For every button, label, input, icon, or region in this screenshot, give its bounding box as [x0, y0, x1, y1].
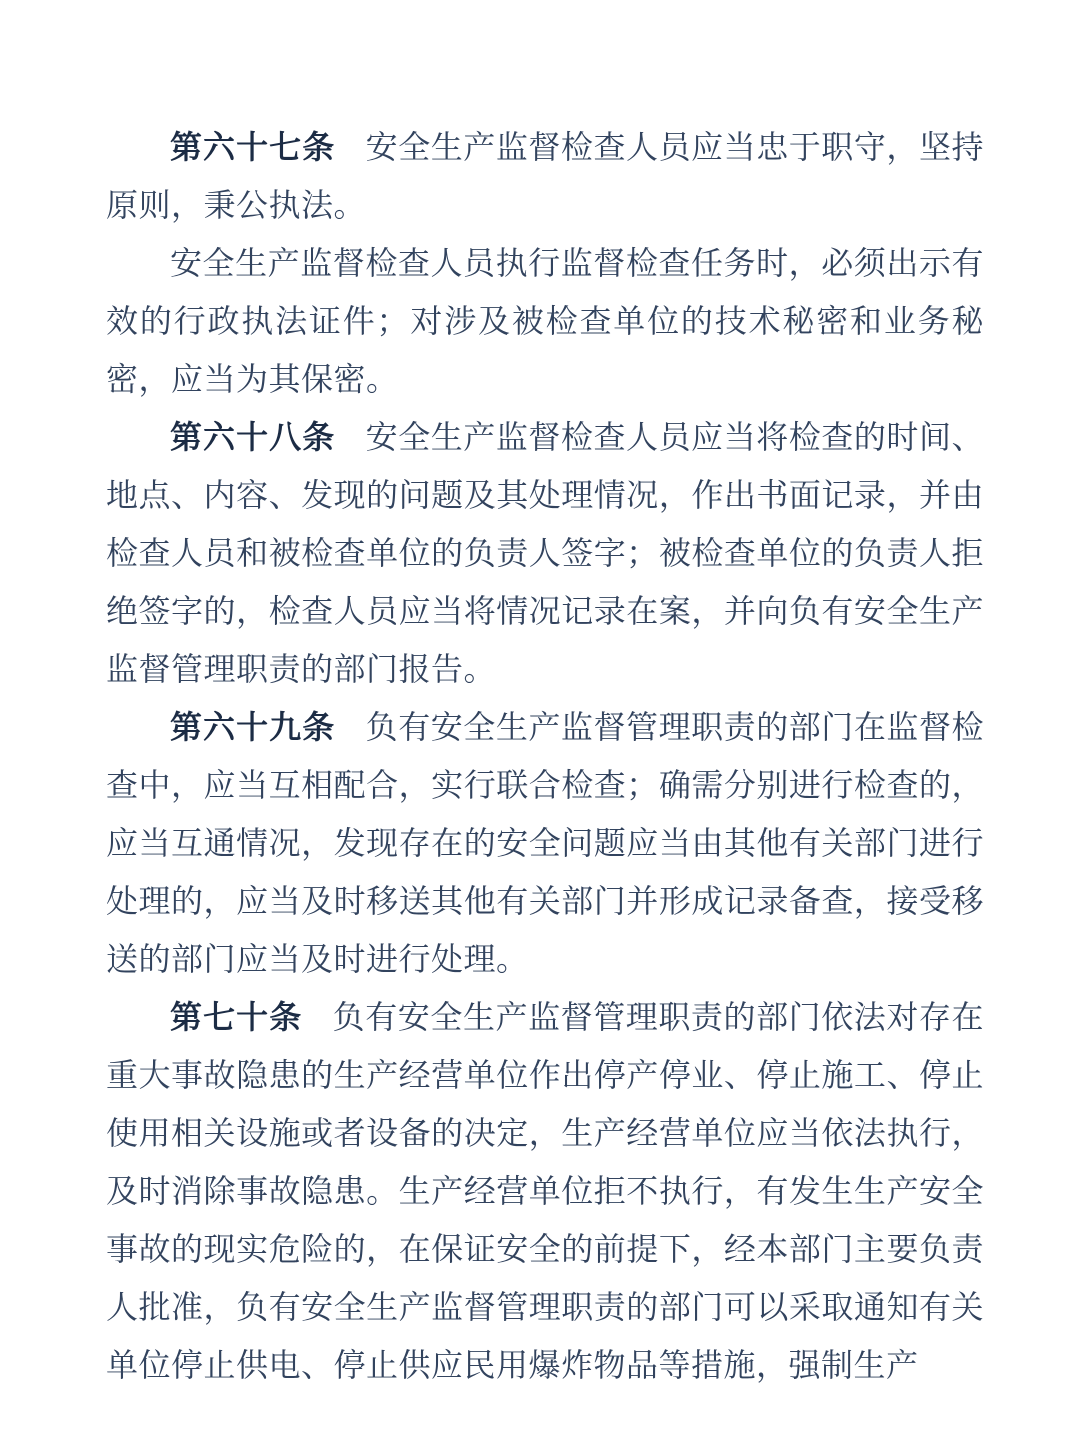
- article-69-lead-paragraph: [106, 698, 984, 988]
- article-68-lead-paragraph: [106, 408, 984, 698]
- article-70-lead-paragraph: [106, 988, 984, 1394]
- article-69-number: 第六十九条: [170, 709, 336, 745]
- article-69-text: 负有安全生产监督管理职责的部门在监督检查中，应当互相配合，实行联合检查；确需分别进行检查的，应当互通情况，发现存在的安全问题应当由其他有关部门进行处理的，应当及时移送其他有关部门并形成记录备查，接受移送的部门应当及时进行处理。: [106, 709, 984, 977]
- article-67-number: 第六十七条: [170, 129, 336, 165]
- law-text-body: [106, 118, 984, 1394]
- article-67-lead-paragraph: [106, 118, 984, 234]
- article-70-number: 第七十条: [170, 999, 303, 1035]
- article-67-text: 安全生产监督检查人员应当忠于职守，坚持原则，秉公执法。: [106, 129, 984, 223]
- article-68-text: 安全生产监督检查人员应当将检查的时间、地点、内容、发现的问题及其处理情况，作出书面记录，并由检查人员和被检查单位的负责人签字；被检查单位的负责人拒绝签字的，检查人员应当将情况记录在案，并向负有安全生产监督管理职责的部门报告。: [106, 419, 984, 687]
- article-70-text: 负有安全生产监督管理职责的部门依法对存在重大事故隐患的生产经营单位作出停产停业、停止施工、停止使用相关设施或者设备的决定，生产经营单位应当依法执行，及时消除事故隐患。生产经营单位拒不执行，有发生生产安全事故的现实危险的，在保证安全的前提下，经本部门主要负责人批准，负有安全生产监督管理职责的部门可以采取通知有关单位停止供电、停止供应民用爆炸物品等措施，强制生产: [106, 999, 984, 1383]
- article-67-text-2: 安全生产监督检查人员执行监督检查任务时，必须出示有效的行政执法证件；对涉及被检查单位的技术秘密和业务秘密，应当为其保密。: [106, 245, 984, 397]
- article-67-paragraph-2: [106, 234, 984, 408]
- article-68-number: 第六十八条: [170, 419, 336, 455]
